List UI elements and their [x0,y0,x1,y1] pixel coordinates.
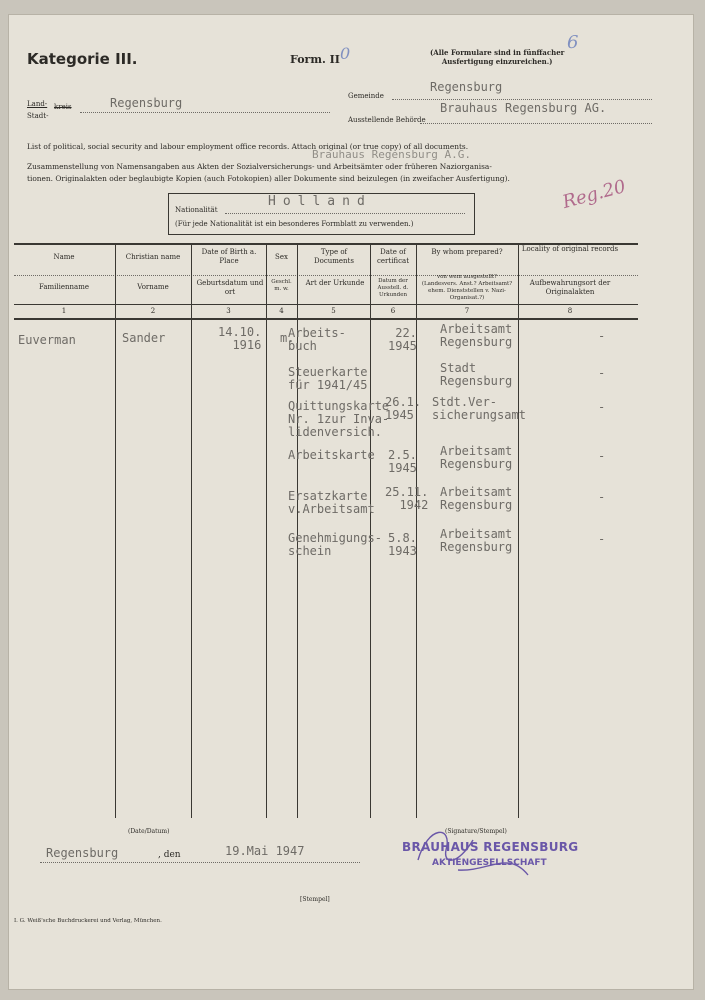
date-line [40,862,360,863]
gemeinde-line [392,99,652,100]
gemeinde-label: Gemeinde [348,92,384,100]
doc-date: 22. 1945 [388,326,417,353]
doc-locality: - [598,490,606,504]
stempel-label: [Stempel] [300,896,330,903]
column-number: 1 [61,307,67,315]
header-familienname: Familienname [38,283,90,291]
nationality-line [225,213,465,214]
doc-locality: - [598,366,606,380]
header-christian-name: Christian name [125,253,181,261]
table-header-bottom-rule [14,304,638,305]
printer-imprint: I. G. Weiß'sche Buchdruckerei und Verlag, München. [14,918,162,924]
kreis-line [80,112,330,113]
copies-handwritten-mark: 6 [567,32,579,53]
handwritten-note: Reg.20 [560,176,628,213]
instructions-german-line2: tionen. Originalakten oder beglaubigte Kopien (auch Fotokopien) aller Dokumente sind beizulegen (in zweifacher Ausfertigung). [27,174,510,183]
header-date-of-certificat: Date of certificat [376,248,410,265]
column-divider [115,243,116,818]
form-number: Form. II [290,53,340,66]
header-geschlecht: Geschl. m. w. [271,279,292,292]
doc-date: 26.1. 1945 [385,395,422,422]
kreis-value: Regensburg [110,96,183,110]
instructions-overprint: Brauhaus Regensburg A.G. [312,148,471,161]
doc-type: Ersatzkarte v.Arbeitsamt [288,489,375,516]
header-by-whom: By whom prepared? [431,248,503,256]
nationality-hint: (Für jede Nationalität ist ein besonderes Formblatt zu verwenden.) [175,220,414,228]
behoerde-line [420,123,652,124]
header-type-of-documents: Type of Documents [314,248,354,265]
column-number: 5 [331,307,336,315]
signing-date: 19.Mai 1947 [225,844,305,858]
doc-locality: - [598,449,606,463]
instructions-german-line1: Zusammenstellung von Namensangaben aus Akten der Sozialversicherungs- und Arbeitsämter oder früheren Naziorganisa- [27,162,492,171]
doc-type: Arbeits- buch [288,326,346,353]
column-divider [266,243,267,818]
doc-type: Quittungskarte Nr. 1zur Inva- lidenversich. [288,399,390,439]
header-von-wem: von wem ausgestellt? (Landesvers. Anst.? Arbeitsamt? ehem. Dienststellen v. Nazi-Organisat.?) [421,274,513,301]
company-stamp-line1: BRAUHAUS REGENSBURG [402,840,579,854]
company-stamp-line2: AKTIENGESELLSCHAFT [432,858,547,868]
land-label: Land- [27,100,48,108]
kreis-label: kreis [54,103,72,111]
doc-date: 2.5. 1945 [388,448,417,475]
column-number: 7 [464,307,470,315]
doc-issuer: Stadt Regensburg [440,361,513,388]
doc-locality: - [598,400,606,414]
column-number: 3 [226,307,231,315]
behoerde-value: Brauhaus Regensburg AG. [440,101,607,115]
doc-type: Genehmigungs- schein [288,531,382,558]
table-number-rule [14,318,638,320]
instructions-english: List of political, social security and labour employment office records. Attach original (or true copy) of all documents. [27,142,469,151]
doc-date: 5.8. 1943 [388,531,417,558]
cell-christian-name: Sander [122,331,166,345]
header-locality: Locality of original records [521,245,619,253]
behoerde-label: Ausstellende Behörde [348,116,426,124]
doc-type: Steuerkarte für 1941/45 [288,365,368,392]
header-aufbewahrungsort: Aufbewahrungsort der Originalakten [529,279,611,296]
doc-issuer: Arbeitsamt Regensburg [440,322,513,349]
table-header-divider [14,275,638,276]
cell-family-name: Euverman [18,333,76,347]
header-sex: Sex [275,253,288,261]
column-number: 6 [390,307,396,315]
column-divider [518,243,519,818]
column-number: 8 [567,307,573,315]
doc-type: Arbeitskarte [288,448,375,462]
doc-issuer: Arbeitsamt Regensburg [440,444,513,471]
nationality-label: Nationalität [175,206,218,214]
doc-locality: - [598,532,606,546]
date-label: (Date/Datum) [128,828,170,835]
kategorie-title: Kategorie III. [27,50,138,68]
header-geburtsdatum: Geburtsdatum und ort [196,279,264,296]
header-art-der-urkunde: Art der Urkunde [305,279,365,287]
copies-note: (Alle Formulare sind in fünffacher Ausfertigung einzureichen.) [430,48,565,66]
gemeinde-value: Regensburg [430,80,503,94]
doc-issuer: Arbeitsamt Regensburg [440,527,513,554]
nationality-value: Holland [268,194,372,209]
doc-date: 25.11. 1942 [385,485,429,512]
cell-sex: m. [280,331,295,345]
cell-date-of-birth: 14.10. 1916 [218,325,262,352]
stadt-label: Stadt- [27,112,49,120]
column-number: 4 [279,307,284,315]
header-date-of-birth: Date of Birth a. Place [201,248,257,265]
den-label: , den [158,850,181,860]
header-name: Name [53,253,75,261]
signing-place: Regensburg [46,846,119,860]
doc-issuer: Stdt.Ver- sicherungsamt [432,395,526,422]
header-vorname: Vorname [137,283,169,291]
column-number: 2 [150,307,156,315]
doc-locality: - [598,329,606,343]
column-divider [191,243,192,818]
header-datum-ausstellung: Datum der Ausstell. d. Urkunden [377,278,409,298]
form-handwritten-mark: 0 [340,44,351,63]
doc-issuer: Arbeitsamt Regensburg [440,485,513,512]
signature-label: (Signature/Stempel) [445,828,507,835]
